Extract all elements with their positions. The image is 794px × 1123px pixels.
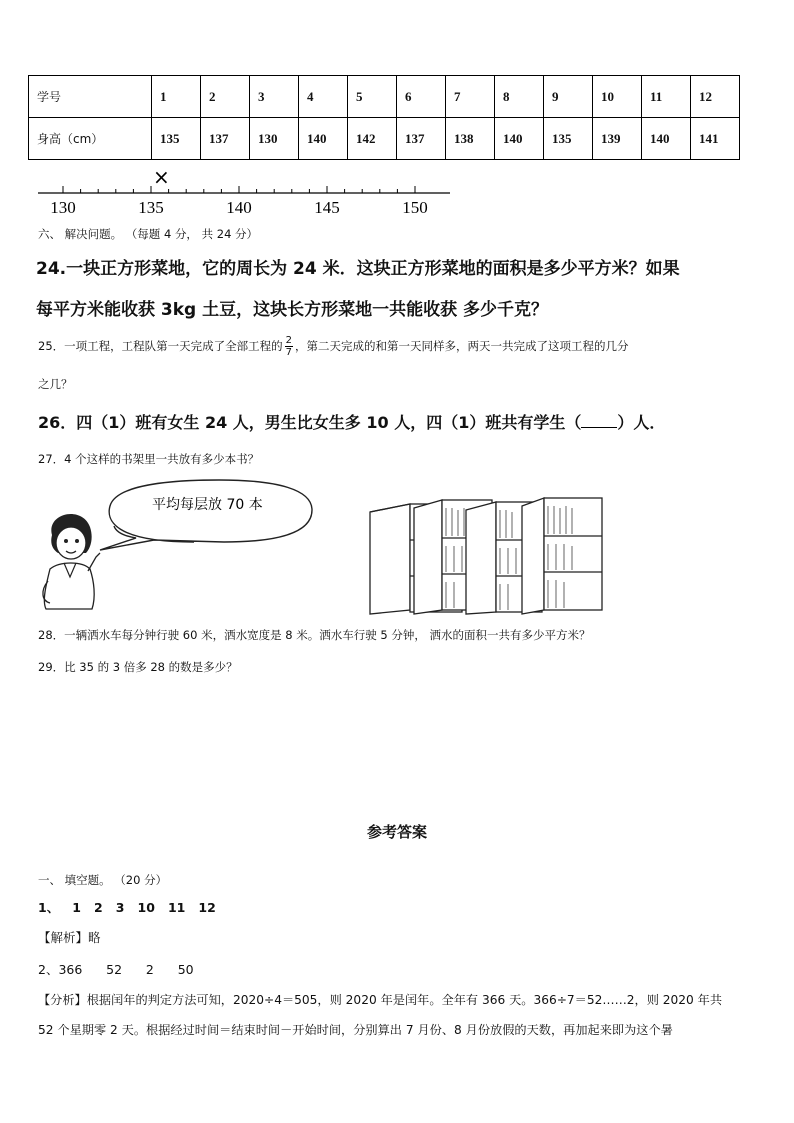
table-cell: 2 — [201, 76, 250, 118]
table-cell: 140 — [495, 118, 544, 160]
table-cell: 138 — [446, 118, 495, 160]
fraction-numerator: 2 — [285, 335, 293, 346]
tick-label: 145 — [314, 198, 340, 217]
answer-1-note: 【解析】略 — [38, 930, 101, 945]
question-29: 29．比 35 的 3 倍多 28 的数是多少？ — [38, 660, 238, 674]
table-cell: 135 — [152, 118, 201, 160]
height-table — [28, 75, 740, 160]
table-cell: 1 — [152, 76, 201, 118]
question-28: 28．一辆洒水车每分钟行驶 60 米，洒水宽度是 8 米。洒水车行驶 5 分钟， 洒水的面积一共有多少平方米？ — [38, 628, 591, 642]
question-25-line1 — [38, 335, 629, 358]
answer-1: 1、 1 2 3 10 11 12 — [38, 900, 216, 915]
question-25-text-after: ，第二天完成的和第一天同样多，两天一共完成了这项工程的几分 — [295, 339, 629, 353]
answer-2-analysis-line2: 52 个星期零 2 天。根据经过时间＝结束时间－开始时间，分别算出 7 月份、8 月份放假的天数，再加起来即为这个暑 — [38, 1023, 673, 1037]
table-cell: 7 — [446, 76, 495, 118]
tick-label: 135 — [138, 198, 164, 217]
question-26-text-after: ）人． — [617, 413, 666, 432]
table-cell: 140 — [299, 118, 348, 160]
question-25-line2: 之几？ — [38, 377, 73, 391]
tick-label: 150 — [402, 198, 428, 217]
bookshelf — [522, 498, 602, 614]
question-26 — [38, 410, 665, 433]
tick-label: 130 — [50, 198, 76, 217]
table-row-height — [29, 118, 740, 160]
table-cell: 130 — [250, 118, 299, 160]
table-cell: 140 — [642, 118, 691, 160]
question-24-line1: 24.一块正方形菜地，它的周长为 24 米．这块正方形菜地的面积是多少平方米？如果 — [36, 259, 680, 279]
table-cell: 4 — [299, 76, 348, 118]
question-24-line2: 每平方米能收获 3kg 土豆，这块长方形菜地一共能收获 多少千克？ — [36, 300, 549, 320]
bookshelves-illustration — [366, 492, 608, 616]
number-line-mark: × — [153, 165, 170, 189]
table-cell: 3 — [250, 76, 299, 118]
table-row-number — [29, 76, 740, 118]
fraction — [285, 335, 293, 358]
tick-label: 140 — [226, 198, 252, 217]
table-cell: 9 — [544, 76, 593, 118]
table-cell: 11 — [642, 76, 691, 118]
table-cell: 135 — [544, 118, 593, 160]
number-line — [30, 165, 460, 220]
number-line-ticks — [63, 186, 415, 193]
table-cell: 8 — [495, 76, 544, 118]
table-cell: 6 — [397, 76, 446, 118]
section-title-6: 六、 解决问题。 （每题 4 分， 共 24 分） — [38, 227, 259, 241]
answer-2-analysis-line1: 【分析】根据闰年的判定方法可知，2020÷4＝505，则 2020 年是闰年。全年有 366 天。366÷7＝52……2，则 2020 年共 — [38, 993, 723, 1007]
table-cell: 139 — [593, 118, 642, 160]
table-cell: 142 — [348, 118, 397, 160]
table-cell: 5 — [348, 76, 397, 118]
fraction-denominator: 7 — [285, 347, 293, 358]
question-25-text-before: 25．一项工程，工程队第一天完成了全部工程的 — [38, 339, 283, 353]
table-cell: 12 — [691, 76, 740, 118]
answer-title: 参考答案 — [366, 823, 427, 841]
girl-illustration — [36, 505, 106, 615]
table-cell: 137 — [397, 118, 446, 160]
table-cell: 10 — [593, 76, 642, 118]
table-header-height: 身高（cm） — [29, 118, 152, 160]
table-header-number: 学号 — [29, 76, 152, 118]
question-27: 27．4 个这样的书架里一共放有多少本书？ — [38, 452, 260, 466]
answer-section-1-title: 一、 填空题。 （20 分） — [38, 873, 168, 887]
question-26-text-before: 26．四（1）班有女生 24 人，男生比女生多 10 人，四（1）班共有学生（ — [38, 413, 582, 432]
speech-bubble-text: 平均每层放 70 本 — [152, 497, 263, 513]
answer-blank[interactable] — [581, 427, 617, 428]
table-cell: 137 — [201, 118, 250, 160]
speech-bubble — [84, 476, 320, 556]
table-cell: 141 — [691, 118, 740, 160]
answer-2: 2、366 52 2 50 — [38, 962, 194, 977]
